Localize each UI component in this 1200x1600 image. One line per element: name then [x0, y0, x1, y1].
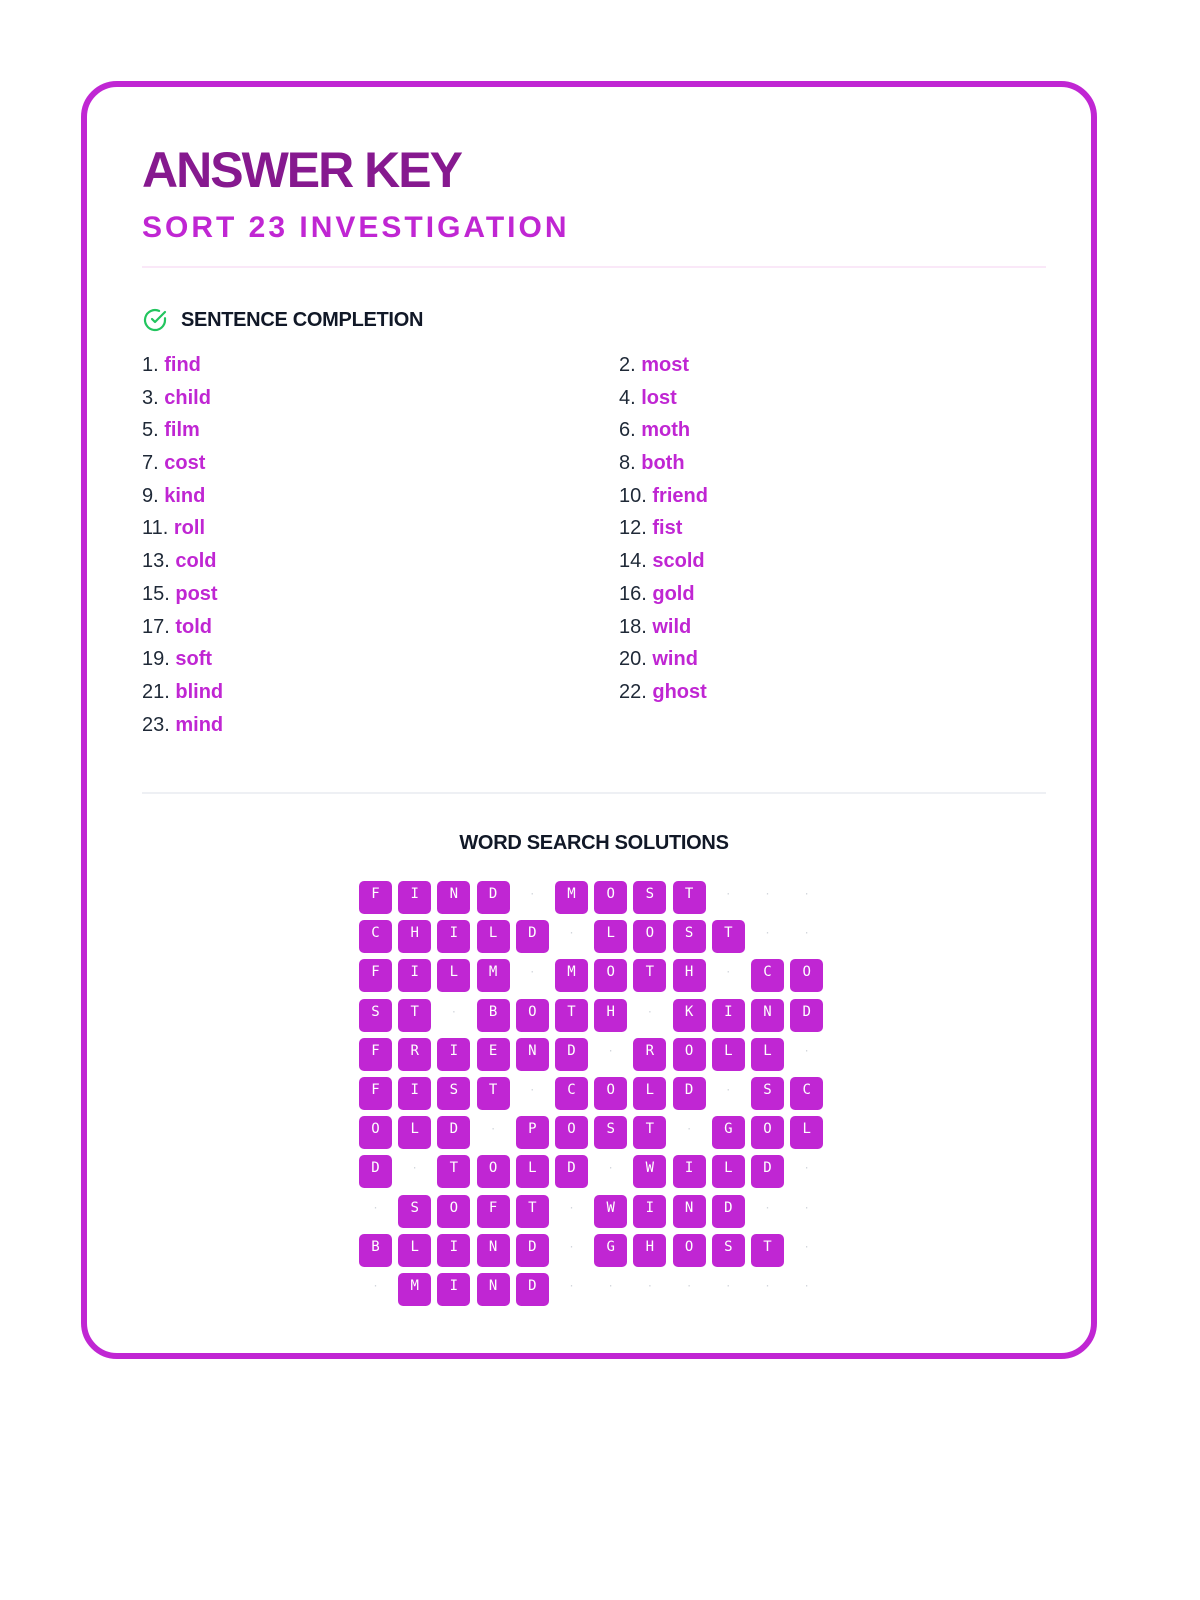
page-subtitle: SORT 23 INVESTIGATION: [142, 211, 570, 244]
answer-item: [619, 480, 1039, 513]
answer-number: 20.: [619, 648, 647, 671]
grid-cell-letter: S: [673, 920, 706, 953]
grid-cell-letter: H: [594, 999, 627, 1032]
grid-cell-letter: N: [516, 1038, 549, 1071]
sentence-completion-heading: [142, 305, 423, 335]
grid-cell-letter: S: [359, 999, 392, 1032]
answer-item: [142, 643, 562, 676]
grid-cell-empty: ·: [764, 1202, 771, 1214]
answer-word: blind: [175, 680, 224, 703]
grid-cell-letter: I: [398, 1077, 431, 1110]
grid-cell-letter: T: [477, 1077, 510, 1110]
grid-cell-empty: ·: [607, 1281, 614, 1292]
grid-cell-letter: O: [555, 1116, 588, 1149]
grid-cell-letter: S: [437, 1077, 470, 1110]
answer-item: [142, 545, 562, 578]
grid-cell-letter: O: [516, 999, 549, 1032]
grid-cell-empty: ·: [568, 1281, 575, 1292]
grid-cell-letter: F: [359, 881, 392, 914]
grid-cell-empty: ·: [764, 928, 771, 940]
answer-item: [142, 709, 562, 742]
grid-cell-empty: ·: [568, 1241, 575, 1253]
grid-cell-empty: ·: [725, 889, 732, 900]
answer-item: [142, 676, 562, 709]
grid-cell-letter: T: [712, 920, 745, 953]
answer-word: wind: [652, 648, 698, 671]
answer-number: 6.: [619, 419, 636, 442]
word-search-title: WORD SEARCH SOLUTIONS: [459, 832, 729, 854]
answer-number: 16.: [619, 582, 647, 605]
answer-number: 11.: [142, 517, 169, 540]
section-divider: [142, 792, 1046, 794]
grid-cell-empty: ·: [607, 1045, 614, 1057]
grid-cell-empty: ·: [646, 1281, 653, 1292]
answer-item: [619, 349, 1039, 382]
grid-cell-letter: D: [712, 1195, 745, 1228]
answer-word: cold: [175, 550, 217, 573]
grid-cell-letter: T: [437, 1155, 470, 1188]
answer-item: [619, 545, 1039, 578]
grid-cell-letter: T: [633, 1116, 666, 1149]
grid-cell-empty: ·: [568, 1202, 575, 1214]
grid-cell-letter: G: [712, 1116, 745, 1149]
grid-cell-empty: ·: [568, 928, 575, 940]
grid-cell-empty: ·: [450, 1006, 457, 1018]
grid-cell-letter: L: [516, 1155, 549, 1188]
grid-cell-letter: L: [477, 920, 510, 953]
grid-cell-letter: L: [398, 1116, 431, 1149]
grid-cell-letter: T: [398, 999, 431, 1032]
grid-cell-letter: N: [477, 1273, 510, 1306]
grid-cell-letter: D: [790, 999, 823, 1032]
grid-cell-letter: F: [359, 959, 392, 992]
grid-cell-empty: ·: [803, 1281, 810, 1292]
grid-cell-letter: S: [594, 1116, 627, 1149]
answer-column-left: [142, 349, 562, 741]
answer-word: scold: [652, 550, 705, 573]
answer-item: [619, 676, 1039, 709]
answer-item: [619, 643, 1039, 676]
answer-number: 23.: [142, 713, 170, 736]
grid-cell-letter: I: [398, 881, 431, 914]
grid-cell-letter: F: [359, 1038, 392, 1071]
grid-cell-letter: N: [751, 999, 784, 1032]
grid-cell-letter: L: [633, 1077, 666, 1110]
answer-number: 8.: [619, 452, 636, 475]
grid-cell-letter: T: [516, 1195, 549, 1228]
grid-cell-empty: ·: [764, 889, 771, 900]
grid-cell-letter: C: [790, 1077, 823, 1110]
check-circle-icon: [142, 307, 168, 333]
answer-word: mind: [175, 713, 224, 736]
grid-cell-empty: ·: [803, 1163, 810, 1175]
grid-cell-letter: L: [712, 1155, 745, 1188]
grid-cell-letter: O: [790, 959, 823, 992]
answer-item: [142, 414, 562, 447]
grid-cell-letter: O: [594, 959, 627, 992]
grid-cell-letter: D: [359, 1155, 392, 1188]
grid-cell-empty: ·: [803, 889, 810, 900]
grid-cell-letter: O: [673, 1038, 706, 1071]
answer-word: fist: [652, 517, 683, 540]
answer-number: 9.: [142, 484, 159, 507]
grid-cell-letter: O: [437, 1195, 470, 1228]
grid-cell-letter: M: [555, 959, 588, 992]
grid-cell-letter: W: [594, 1195, 627, 1228]
grid-cell-letter: H: [633, 1234, 666, 1267]
answer-item: [619, 512, 1039, 545]
grid-cell-letter: D: [516, 1234, 549, 1267]
grid-cell-letter: M: [398, 1273, 431, 1306]
answer-number: 21.: [142, 680, 170, 703]
answer-item: [619, 414, 1039, 447]
answer-word: child: [164, 386, 211, 409]
grid-cell-empty: ·: [490, 1124, 497, 1136]
grid-cell-letter: O: [477, 1155, 510, 1188]
answer-number: 14.: [619, 550, 647, 573]
grid-cell-letter: B: [359, 1234, 392, 1267]
sentence-completion-title: SENTENCE COMPLETION: [181, 308, 424, 331]
grid-cell-letter: O: [751, 1116, 784, 1149]
answer-word: wild: [652, 615, 692, 638]
answer-item: [619, 578, 1039, 611]
answer-number: 2.: [619, 354, 636, 376]
answer-word: post: [175, 582, 218, 605]
answer-word: roll: [173, 517, 206, 540]
grid-cell-letter: F: [359, 1077, 392, 1110]
grid-cell-letter: I: [398, 959, 431, 992]
grid-cell-letter: T: [633, 959, 666, 992]
grid-cell-letter: D: [673, 1077, 706, 1110]
grid-cell-empty: ·: [803, 1045, 810, 1057]
answer-word: most: [641, 354, 690, 376]
answer-key-card: [81, 81, 1097, 1359]
grid-cell-letter: L: [437, 959, 470, 992]
grid-cell-empty: ·: [529, 889, 536, 900]
grid-cell-letter: N: [437, 881, 470, 914]
grid-cell-letter: D: [555, 1155, 588, 1188]
answer-item: [142, 480, 562, 513]
answer-number: 10.: [619, 484, 647, 507]
answer-word: friend: [652, 484, 708, 507]
grid-cell-empty: ·: [372, 1202, 379, 1214]
answer-item: [142, 349, 562, 382]
grid-cell-letter: H: [398, 920, 431, 953]
grid-cell-letter: H: [673, 959, 706, 992]
grid-cell-letter: L: [594, 920, 627, 953]
grid-cell-letter: L: [751, 1038, 784, 1071]
answer-word: find: [164, 354, 201, 376]
grid-cell-letter: I: [673, 1155, 706, 1188]
answer-number: 13.: [142, 550, 170, 573]
grid-cell-letter: O: [673, 1234, 706, 1267]
grid-cell-letter: O: [594, 1077, 627, 1110]
grid-cell-empty: ·: [725, 1085, 732, 1096]
grid-cell-letter: D: [751, 1155, 784, 1188]
grid-cell-letter: W: [633, 1155, 666, 1188]
grid-cell-letter: S: [712, 1234, 745, 1267]
grid-cell-letter: S: [633, 881, 666, 914]
grid-cell-letter: I: [437, 920, 470, 953]
grid-cell-letter: K: [673, 999, 706, 1032]
answer-column-right: [619, 349, 1039, 709]
answer-word: gold: [652, 582, 695, 605]
answer-number: 17.: [142, 615, 170, 638]
answer-number: 3.: [142, 386, 159, 409]
answer-number: 19.: [142, 648, 170, 671]
grid-cell-letter: T: [751, 1234, 784, 1267]
answer-number: 1.: [142, 354, 159, 376]
grid-cell-letter: F: [477, 1195, 510, 1228]
answer-word: cost: [164, 452, 206, 475]
answer-number: 5.: [142, 419, 159, 442]
grid-cell-empty: ·: [529, 967, 536, 979]
header-divider: [142, 266, 1046, 268]
answer-item: [619, 611, 1039, 644]
answer-item: [619, 382, 1039, 415]
grid-cell-empty: ·: [803, 1241, 810, 1253]
grid-cell-letter: M: [555, 881, 588, 914]
grid-cell-letter: D: [437, 1116, 470, 1149]
grid-cell-empty: ·: [725, 967, 732, 979]
grid-cell-letter: S: [751, 1077, 784, 1110]
answer-word: told: [175, 615, 213, 638]
grid-cell-letter: D: [477, 881, 510, 914]
grid-cell-letter: O: [594, 881, 627, 914]
answer-item: [142, 578, 562, 611]
answer-number: 18.: [619, 615, 647, 638]
grid-cell-letter: C: [751, 959, 784, 992]
grid-cell-empty: ·: [607, 1163, 614, 1175]
grid-cell-letter: D: [516, 1273, 549, 1306]
grid-cell-letter: C: [555, 1077, 588, 1110]
answer-item: [142, 611, 562, 644]
grid-cell-letter: O: [633, 920, 666, 953]
grid-cell-letter: R: [398, 1038, 431, 1071]
grid-cell-empty: ·: [803, 1202, 810, 1214]
grid-cell-letter: S: [398, 1195, 431, 1228]
grid-cell-letter: O: [359, 1116, 392, 1149]
grid-cell-letter: T: [673, 881, 706, 914]
grid-cell-letter: C: [359, 920, 392, 953]
answer-word: lost: [641, 386, 677, 409]
answer-item: [619, 447, 1039, 480]
grid-cell-letter: L: [712, 1038, 745, 1071]
grid-cell-letter: N: [673, 1195, 706, 1228]
answer-number: 15.: [142, 582, 170, 605]
grid-cell-letter: P: [516, 1116, 549, 1149]
word-search-grid: [359, 881, 829, 1311]
answer-number: 4.: [619, 386, 636, 409]
grid-cell-empty: ·: [803, 928, 810, 940]
grid-cell-letter: L: [398, 1234, 431, 1267]
answer-word: ghost: [652, 680, 707, 703]
grid-cell-empty: ·: [725, 1281, 732, 1292]
answer-number: 7.: [142, 452, 159, 475]
answer-number: 22.: [619, 680, 647, 703]
grid-cell-empty: ·: [372, 1281, 379, 1292]
answer-item: [142, 447, 562, 480]
grid-cell-letter: D: [555, 1038, 588, 1071]
grid-cell-letter: I: [437, 1038, 470, 1071]
answer-word: film: [164, 419, 200, 442]
answer-word: both: [641, 452, 685, 475]
grid-cell-empty: ·: [411, 1163, 418, 1175]
grid-cell-letter: E: [477, 1038, 510, 1071]
page-title: ANSWER KEY: [142, 142, 461, 198]
answer-word: moth: [641, 419, 691, 442]
grid-cell-empty: ·: [764, 1281, 771, 1292]
answer-word: soft: [175, 648, 213, 671]
grid-cell-letter: R: [633, 1038, 666, 1071]
grid-cell-letter: D: [516, 920, 549, 953]
grid-cell-letter: L: [790, 1116, 823, 1149]
answer-item: [142, 382, 562, 415]
grid-cell-empty: ·: [529, 1085, 536, 1096]
grid-cell-letter: I: [437, 1234, 470, 1267]
grid-cell-letter: M: [477, 959, 510, 992]
answer-number: 12.: [619, 517, 647, 540]
grid-cell-letter: T: [555, 999, 588, 1032]
grid-cell-empty: ·: [686, 1124, 693, 1136]
grid-cell-letter: I: [633, 1195, 666, 1228]
grid-cell-letter: I: [437, 1273, 470, 1306]
answer-item: [142, 512, 562, 545]
grid-cell-empty: ·: [646, 1006, 653, 1018]
grid-cell-letter: I: [712, 999, 745, 1032]
answer-word: kind: [164, 484, 206, 507]
grid-cell-letter: N: [477, 1234, 510, 1267]
grid-cell-letter: G: [594, 1234, 627, 1267]
grid-cell-letter: B: [477, 999, 510, 1032]
grid-cell-empty: ·: [686, 1281, 693, 1292]
